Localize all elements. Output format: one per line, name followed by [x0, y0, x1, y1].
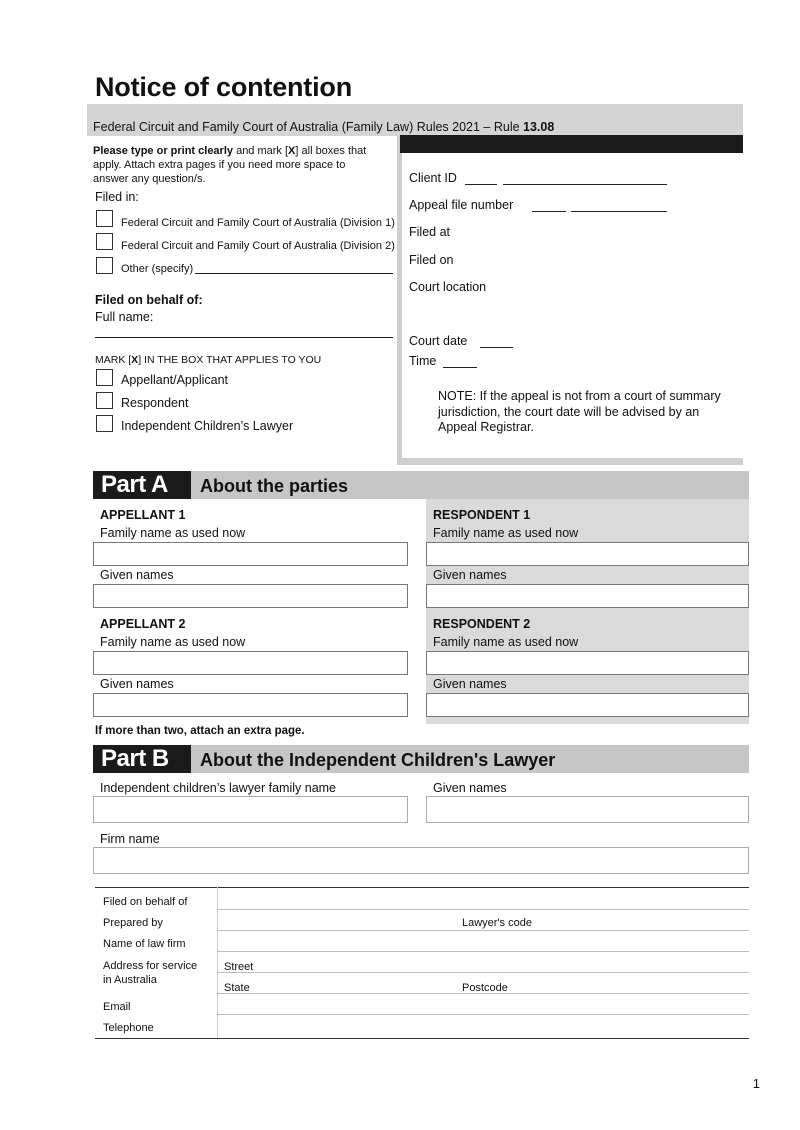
appellant2-heading: APPELLANT 2 [100, 617, 186, 631]
appeal-note [438, 389, 721, 436]
respondent2-family-field[interactable] [426, 651, 749, 675]
respondent2-given-field[interactable] [426, 693, 749, 717]
firm-name-field[interactable] [93, 847, 749, 874]
mark-box-suffix: ] IN THE BOX THAT APPLIES TO YOU [138, 354, 322, 366]
division1-checkbox[interactable] [96, 210, 113, 227]
appellant1-family-field[interactable] [93, 542, 408, 566]
part-a-title: About the parties [200, 476, 349, 496]
row-line-6 [217, 1014, 749, 1015]
client-id-line-1[interactable] [465, 172, 497, 185]
other-label: Other (specify) [121, 263, 194, 275]
respondent2-family-label: Family name as used now [433, 635, 579, 649]
filed-at-label: Filed at [409, 225, 450, 239]
row-line-1 [217, 909, 749, 910]
state-label: State [224, 982, 250, 994]
division2-label: Federal Circuit and Family Court of Australia (Division 2) [121, 240, 395, 252]
instructions-text: and mark [ [233, 145, 289, 157]
street-label: Street [224, 961, 254, 973]
instructions-line2: apply. Attach extra pages if you need more space to [93, 159, 346, 171]
icl-given-names-label: Given names [433, 781, 507, 795]
instructions [93, 144, 393, 186]
part-b-title: About the Independent Children's Lawyer [200, 750, 556, 770]
appellant2-family-label: Family name as used now [100, 635, 246, 649]
respondent2-given-label: Given names [433, 677, 507, 691]
court-date-label: Court date [409, 334, 468, 348]
part-a-label: Part A [93, 471, 191, 499]
division1-label: Federal Circuit and Family Court of Australia (Division 1) [121, 217, 395, 229]
appeal-file-line-1[interactable] [532, 199, 566, 212]
respondent1-given-field[interactable] [426, 584, 749, 608]
respondent1-family-field[interactable] [426, 542, 749, 566]
email-label: Email [103, 1001, 131, 1013]
name-of-law-firm-label: Name of law firm [103, 938, 186, 950]
respondent-checkbox[interactable] [96, 392, 113, 409]
appeal-note-line3: Appeal Registrar. [438, 420, 534, 434]
filed-in-heading: Filed in: [95, 190, 139, 204]
instructions-text-end: ] all boxes that [295, 145, 367, 157]
address-line2: in Australia [103, 974, 157, 986]
telephone-label: Telephone [103, 1022, 154, 1034]
page-number: 1 [752, 1076, 760, 1091]
other-checkbox[interactable] [96, 257, 113, 274]
filed-on-label: Filed on [409, 253, 454, 267]
respondent-label: Respondent [121, 396, 189, 410]
appellant1-family-label: Family name as used now [100, 526, 246, 540]
rule-number: 13.08 [523, 120, 555, 134]
instructions-x: X [288, 145, 296, 157]
filed-on-behalf-heading: Filed on behalf of: [95, 293, 203, 307]
footer-table-bottom [95, 1038, 749, 1039]
appeal-file-number-label: Appeal file number [409, 198, 514, 212]
division2-checkbox[interactable] [96, 233, 113, 250]
address-line1: Address for service [103, 960, 198, 972]
appeal-note-line1: NOTE: If the appeal is not from a court of summary [438, 389, 721, 403]
icl-label: Independent Children’s Lawyer [121, 419, 294, 433]
appellant1-given-label: Given names [100, 568, 174, 582]
appeal-file-line-2[interactable] [571, 199, 667, 212]
full-name-label: Full name: [95, 310, 154, 324]
mark-box-heading [95, 354, 321, 366]
lawyers-code-label: Lawyer's code [462, 917, 532, 929]
instructions-bold: Please type or print clearly [93, 145, 234, 157]
appellant-checkbox[interactable] [96, 369, 113, 386]
icl-family-name-field[interactable] [93, 796, 408, 823]
client-id-label: Client ID [409, 171, 457, 185]
mark-box-prefix: MARK [ [95, 354, 132, 366]
appellant2-family-field[interactable] [93, 651, 408, 675]
respondent1-family-label: Family name as used now [433, 526, 579, 540]
part-b-label: Part B [93, 745, 191, 773]
page-title: Notice of contention [95, 72, 352, 102]
rule-reference [93, 120, 554, 134]
court-date-line[interactable] [480, 335, 513, 348]
appellant1-given-field[interactable] [93, 584, 408, 608]
filed-on-behalf-of-label: Filed on behalf of [103, 896, 188, 908]
appellant1-heading: APPELLANT 1 [100, 508, 186, 522]
prepared-by-label: Prepared by [103, 917, 163, 929]
icl-checkbox[interactable] [96, 415, 113, 432]
appellant-label: Appellant/Applicant [121, 373, 229, 387]
appellant2-given-label: Given names [100, 677, 174, 691]
respondent1-given-label: Given names [433, 568, 507, 582]
row-line-2 [217, 930, 749, 931]
footer-table-top [95, 887, 749, 888]
time-label: Time [409, 354, 437, 368]
part-a-bar [93, 471, 749, 499]
time-line[interactable] [443, 355, 477, 368]
icl-family-name-label: Independent children’s lawyer family name [100, 781, 337, 795]
office-use-header-band [400, 135, 743, 153]
firm-name-label: Firm name [100, 832, 160, 846]
appellant2-given-field[interactable] [93, 693, 408, 717]
rule-reference-text: Federal Circuit and Family Court of Australia (Family Law) Rules 2021 – Rule [93, 120, 524, 134]
client-id-line-2[interactable] [503, 172, 667, 185]
postcode-label: Postcode [462, 982, 508, 994]
row-line-3 [217, 951, 749, 952]
respondent2-heading: RESPONDENT 2 [433, 617, 531, 631]
appeal-note-line2: jurisdiction, the court date will be advised by an [438, 404, 700, 419]
other-specify-line[interactable] [195, 273, 393, 274]
court-location-label: Court location [409, 280, 487, 294]
row-line-4 [217, 972, 749, 973]
address-for-service-label [103, 959, 197, 987]
respondent1-heading: RESPONDENT 1 [433, 508, 531, 522]
icl-given-names-field[interactable] [426, 796, 749, 823]
instructions-line3: answer any question/s. [93, 173, 206, 185]
full-name-line[interactable] [95, 337, 393, 338]
mark-box-x: X [131, 354, 139, 366]
extra-page-note: If more than two, attach an extra page. [95, 725, 305, 737]
